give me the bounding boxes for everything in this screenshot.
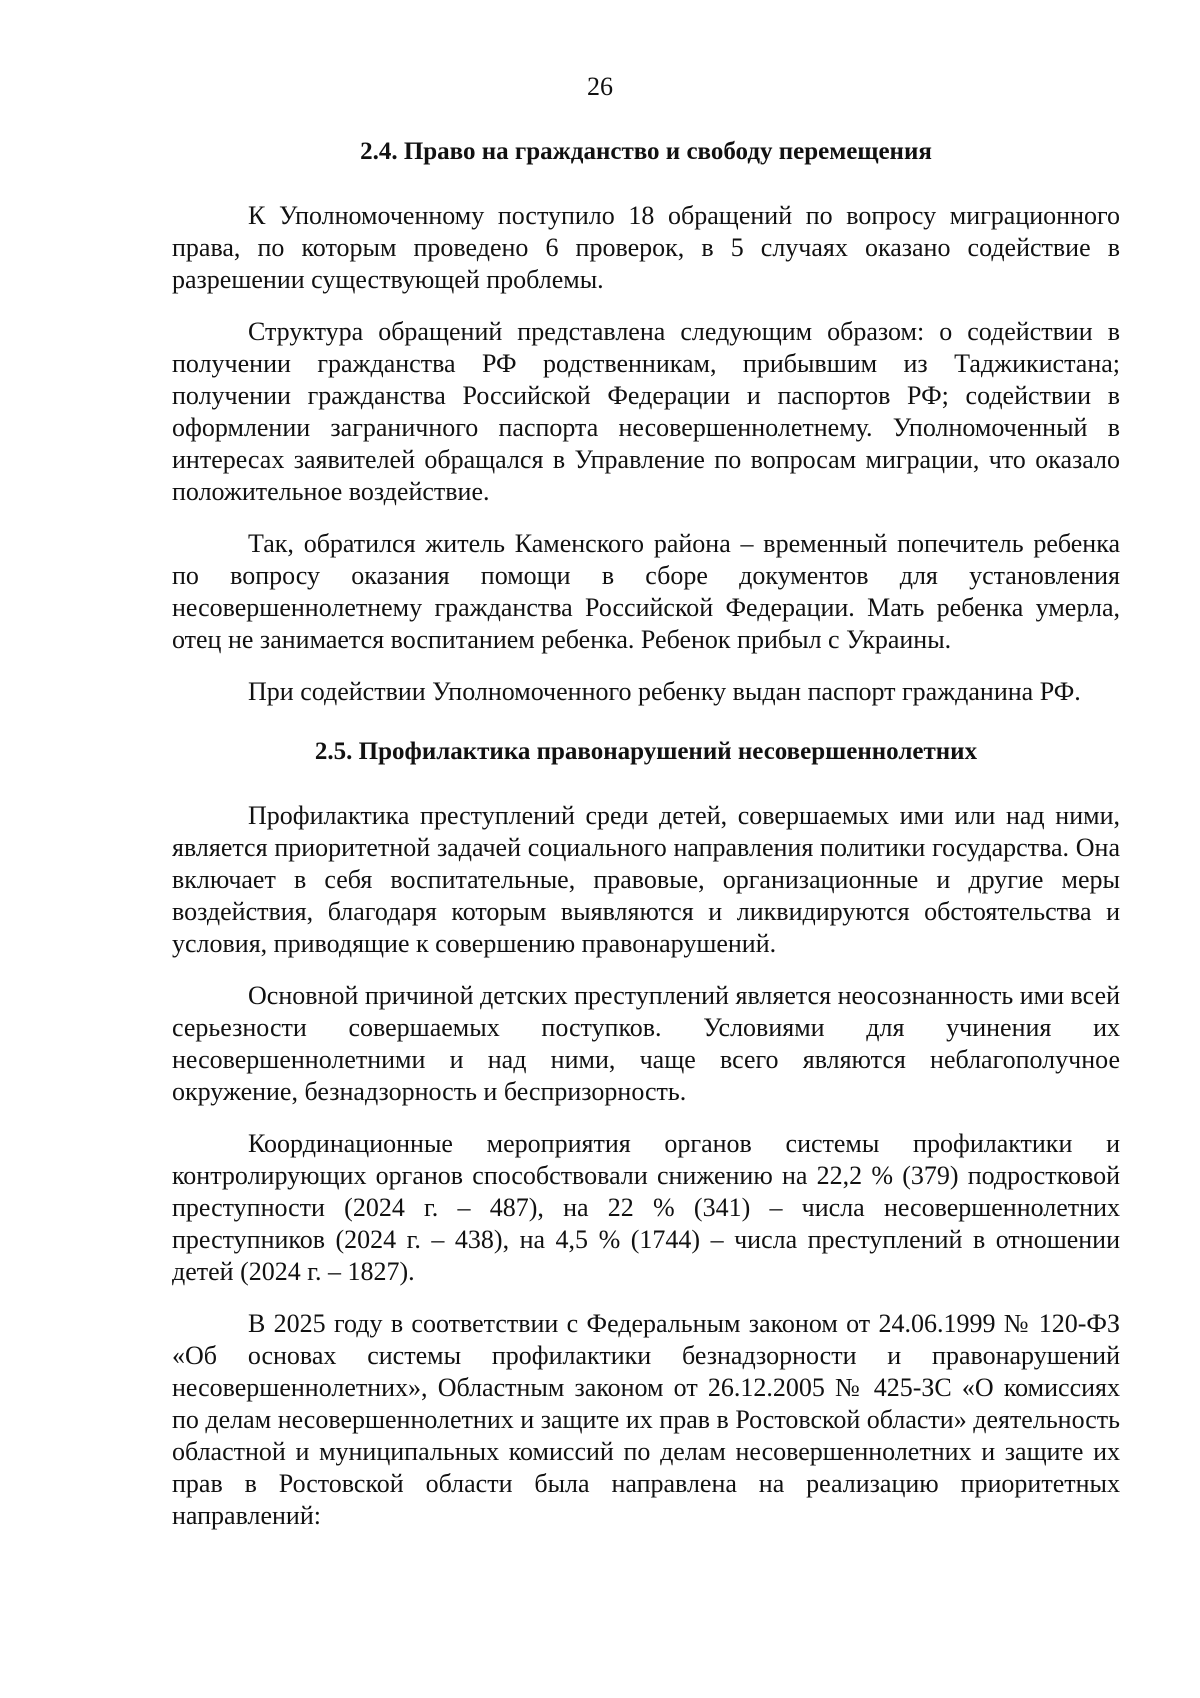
paragraph: При содействии Уполномоченного ребенку выдан паспорт гражданина РФ.: [248, 677, 1081, 706]
page-number: 26: [587, 72, 613, 101]
section-heading-2-4: 2.4. Право на гражданство и свободу перемещения: [360, 138, 932, 165]
document-body: [172, 136, 1120, 1552]
paragraph: Структура обращений представлена следующим образом: о содействии в получении гражданства РФ родственникам, прибывшим из Таджикистана; получении гражданства Российской Федерации и паспортов РФ; содействии в оформлении заграничного паспорта несовершеннолетнему. Уполномоченный в интересах заявителей обращался в Управление по вопросам миграции, что оказало положительное воздействие.: [172, 317, 1120, 506]
paragraph: Профилактика преступлений среди детей, совершаемых ими или над ними, является приоритетной задачей социального направления политики государства. Она включает в себя воспитательные, правовые, организационные и другие меры воздействия, благодаря которым выявляются и ликвидируются обстоятельства и условия, приводящие к совершению правонарушений.: [172, 801, 1120, 958]
paragraph: К Уполномоченному поступило 18 обращений по вопросу миграционного права, по которым проведено 6 проверок, в 5 случаях оказано содействие в разрешении существующей проблемы.: [172, 201, 1120, 294]
section-heading-2-5: 2.5. Профилактика правонарушений несовершеннолетних: [314, 738, 978, 765]
paragraph: Основной причиной детских преступлений является неосознанность ими всей серьезности совершаемых поступков. Условиями для учинения их несовершеннолетними и над ними, чаще всего являются неблагополучное окружение, безнадзорность и беспризорность.: [172, 981, 1120, 1106]
paragraph: В 2025 году в соответствии с Федеральным законом от 24.06.1999 № 120-ФЗ «Об основах системы профилактики безнадзорности и правонарушений несовершеннолетних», Областным законом от 26.12.2005 № 425-ЗС «О комиссиях по делам несовершеннолетних и защите их прав в Ростовской области» деятельность областной и муниципальных комиссий по делам несовершеннолетних и защите их прав в Ростовской области была направлена на реализацию приоритетных направлений:: [172, 1309, 1120, 1530]
paragraph: Координационные мероприятия органов системы профилактики и контролирующих органов способствовали снижению на 22,2 % (379) подростковой преступности (2024 г. – 487), на 22 % (341) – числа несовершеннолетних преступников (2024 г. – 438), на 4,5 % (1744) – числа преступлений в отношении детей (2024 г. – 1827).: [172, 1129, 1120, 1286]
paragraph: Так, обратился житель Каменского района – временный попечитель ребенка по вопросу оказания помощи в сборе документов для установления несовершеннолетнему гражданства Российской Федерации. Мать ребенка умерла, отец не занимается воспитанием ребенка. Ребенок прибыл с Украины.: [172, 529, 1120, 654]
